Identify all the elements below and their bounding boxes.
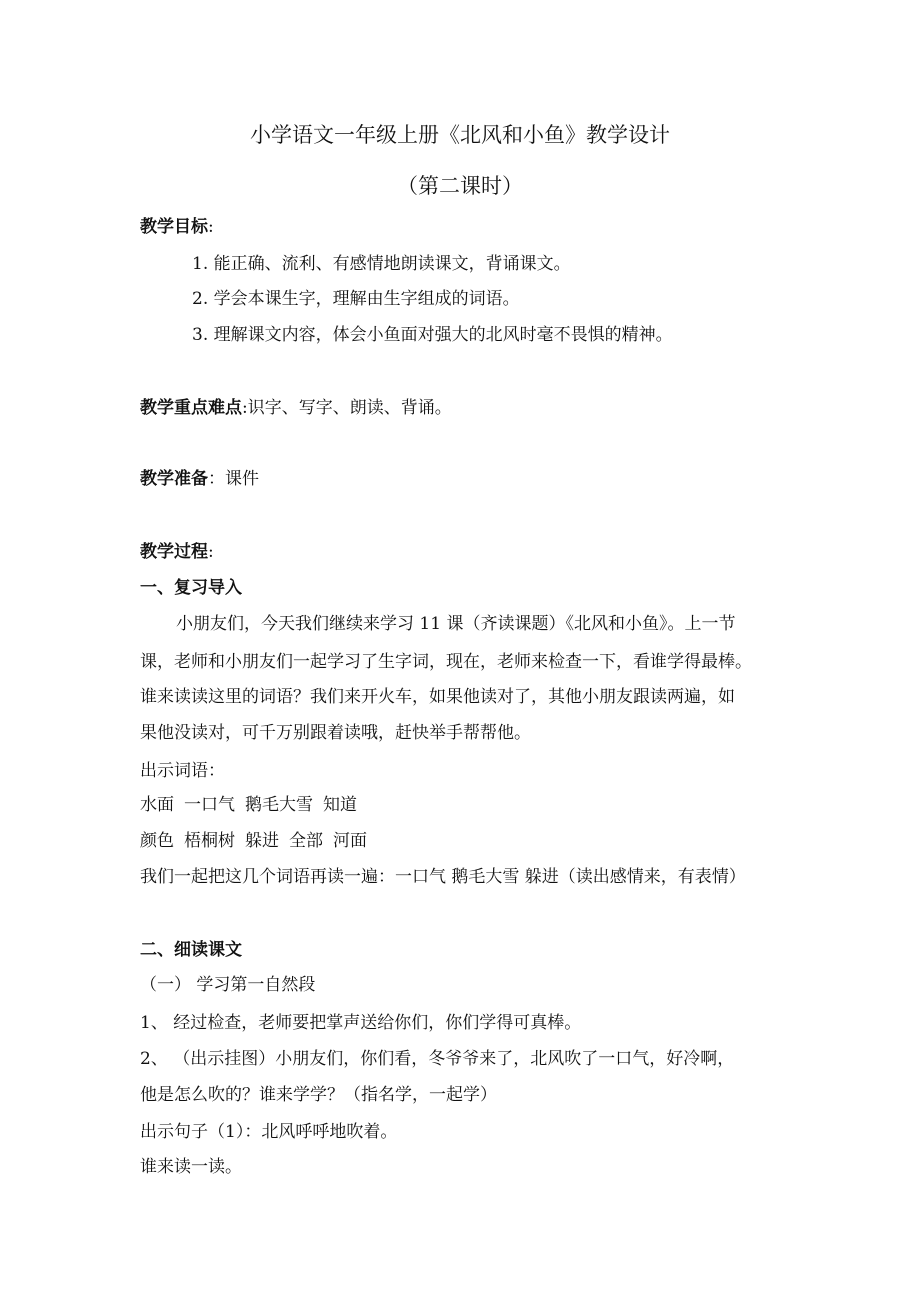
objective-item: 3. 理解课文内容，体会小鱼面对强大的北风时毫不畏惧的精神。 (192, 325, 673, 345)
word-row-2 (140, 829, 367, 853)
process-heading-line (140, 540, 214, 564)
section2-heading: 二、细读课文 (140, 940, 242, 960)
vocab-word: 颜色 (140, 831, 174, 851)
key-points-heading: 教学重点难点 (140, 398, 242, 418)
preparation-line (140, 467, 259, 491)
preparation-heading: 教学准备 (140, 469, 208, 489)
sentence-line: 出示句子（1）：北风呼呼地吹着。 (140, 1122, 398, 1142)
step-line: 1、 经过检查，老师要把掌声送给你们，你们学得可真棒。 (140, 1013, 582, 1033)
objectives-heading-line (140, 215, 214, 239)
document-title: 小学语文一年级上册《北风和小鱼》教学设计 (250, 123, 670, 147)
preparation-text: ：课件 (208, 469, 259, 489)
paragraph-line: 谁来读读这里的词语？我们来开火车，如果他读对了，其他小朋友跟读两遍，如 (140, 687, 735, 707)
vocab-word: 全部 (289, 831, 323, 851)
key-points-line (140, 396, 452, 420)
objectives-colon: : (208, 217, 214, 237)
word-row-1 (140, 793, 357, 817)
vocab-word: 梧桐树 (184, 831, 235, 851)
objective-item: 1. 能正确、流利、有感情地朗读课文，背诵课文。 (192, 254, 571, 274)
subsection-heading: （一） 学习第一自然段 (140, 975, 316, 995)
section1-heading: 一、复习导入 (140, 578, 242, 598)
objective-item: 2. 学会本课生字，理解由生字组成的词语。 (192, 289, 520, 309)
show-words-label: 出示词语： (140, 761, 225, 781)
vocab-word: 水面 (140, 795, 174, 815)
paragraph-line: 果他没读对，可千万别跟着读哦，赶快举手帮帮他。 (140, 723, 531, 743)
vocab-word: 躲进 (245, 831, 279, 851)
vocab-word: 一口气 (184, 795, 235, 815)
objectives-heading: 教学目标 (140, 217, 208, 237)
vocab-word: 河面 (333, 831, 367, 851)
process-heading: 教学过程 (140, 542, 208, 562)
process-colon: : (208, 542, 214, 562)
paragraph-line: 课，老师和小朋友们一起学习了生字词，现在，老师来检查一下，看谁学得最棒。 (140, 652, 752, 672)
reread-line: 我们一起把这几个词语再读一遍：一口气 鹅毛大雪 躲进（读出感情来，有表情） (140, 867, 746, 887)
paragraph-line: 小朋友们，今天我们继续来学习 11 课（齐读课题）《北风和小鱼》。上一节 (176, 614, 736, 634)
step-line: 他是怎么吹的？谁来学学？（指名学，一起学） (140, 1085, 497, 1105)
document-subtitle: （第二课时） (397, 174, 523, 198)
key-points-text: :识字、写字、朗读、背诵。 (242, 398, 452, 418)
vocab-word: 鹅毛大雪 (245, 795, 313, 815)
who-reads-line: 谁来读一读。 (140, 1157, 242, 1177)
step-line: 2、 （出示挂图）小朋友们，你们看，冬爷爷来了，北风吹了一口气，好冷啊， (140, 1049, 735, 1069)
vocab-word: 知道 (323, 795, 357, 815)
